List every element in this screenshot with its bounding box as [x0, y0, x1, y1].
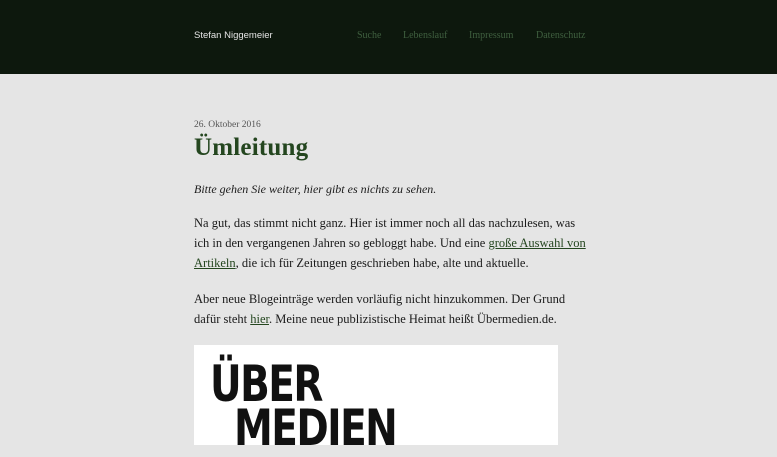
nav-item-suche[interactable]: Suche	[357, 30, 382, 41]
nav-item-lebenslauf[interactable]: Lebenslauf	[403, 30, 448, 41]
hier-link[interactable]: hier	[250, 312, 269, 327]
post-content	[194, 119, 594, 330]
site-header	[0, 0, 777, 74]
paragraph-text: , die ich für Zeitungen geschrieben habe, alte und aktuelle.	[235, 255, 529, 270]
uebermedien-logo-image[interactable]	[194, 345, 558, 457]
articles-link[interactable]: große Auswahl von Artikeln	[194, 235, 586, 270]
post-paragraph-1	[194, 214, 586, 273]
paragraph-text: Aber neue Blogeinträge werden vorläufig nicht hinzukommen. Der Grund dafür steht	[194, 292, 566, 327]
paragraph-text: . Meine neue publizistische Heimat heißt Übermedien.de.	[268, 312, 557, 327]
logo-text-line-1: ÜBER	[210, 355, 322, 413]
post-title[interactable]: Ümleitung	[194, 134, 309, 161]
paragraph-text: Na gut, das stimmt nicht ganz. Hier ist immer noch all das nachzulesen, was ich in den vergangenen Jahren so gebloggt habe. Und eine	[194, 216, 576, 250]
post-date: 26. Oktober 2016	[194, 120, 261, 130]
nav-item-datenschutz[interactable]: Datenschutz	[536, 30, 586, 41]
post-paragraph-2	[194, 290, 586, 330]
post-lead: Bitte gehen Sie weiter, hier gibt es nichts zu sehen.	[194, 182, 437, 196]
nav-item-impressum[interactable]: Impressum	[469, 30, 514, 41]
logo-text-line-2: MEDIEN	[234, 399, 397, 457]
site-title-link[interactable]: Stefan Niggemeier	[194, 30, 273, 41]
